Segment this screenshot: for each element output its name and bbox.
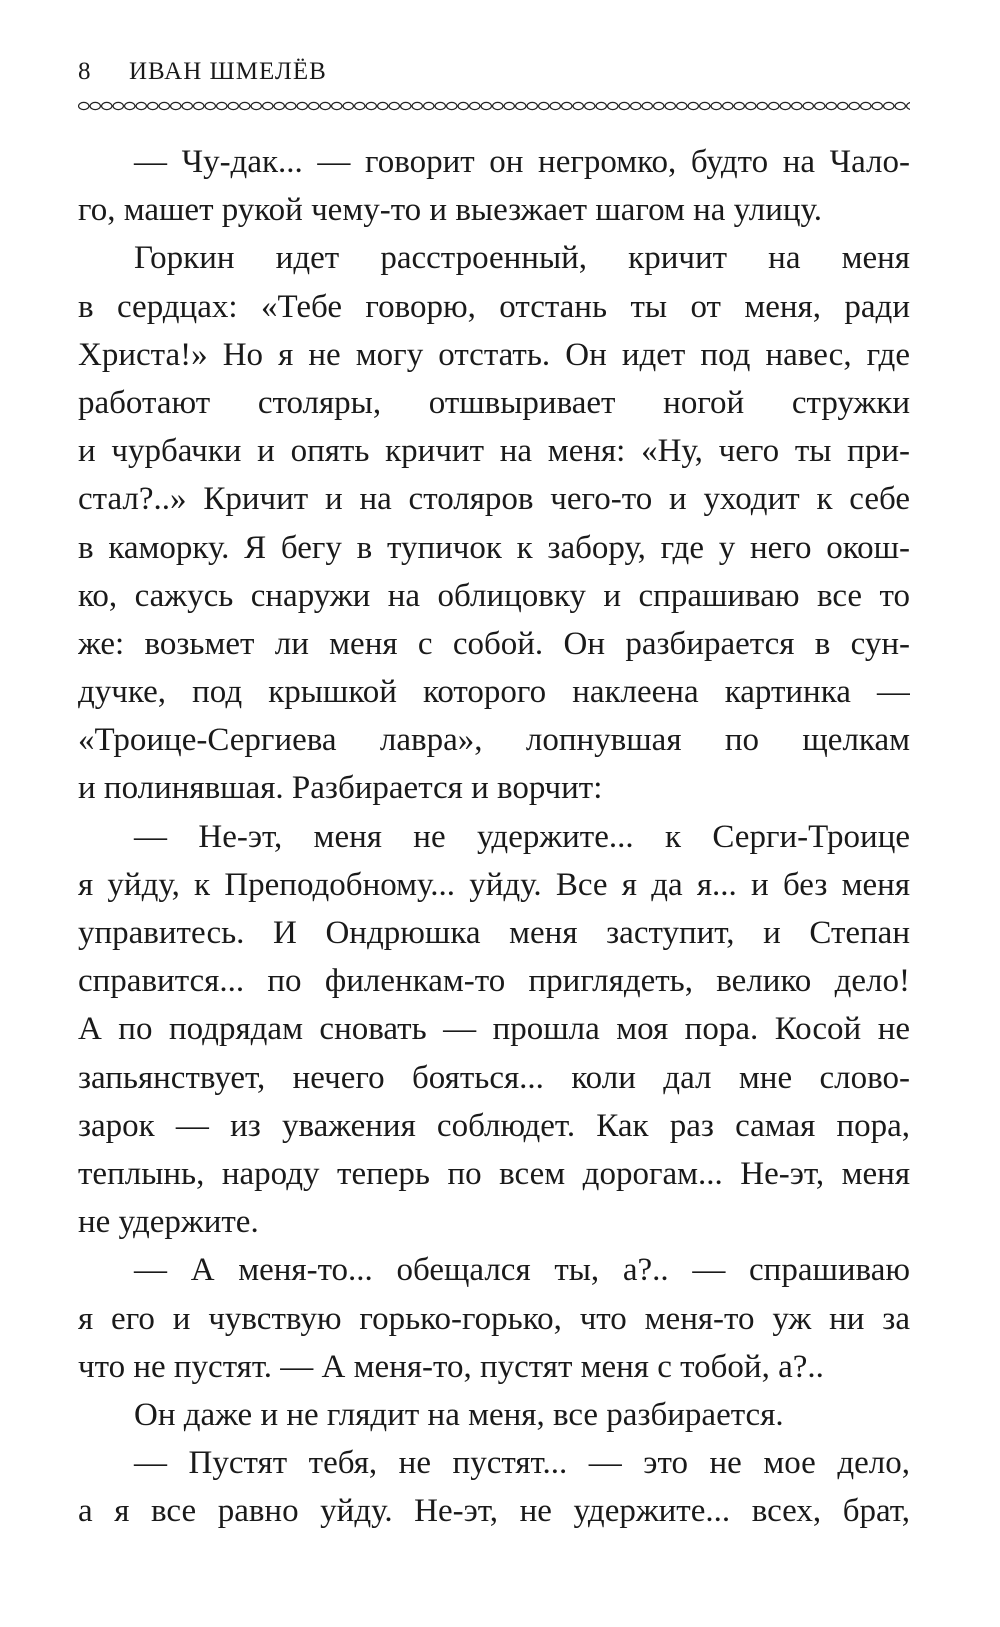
page-number: 8 bbox=[78, 58, 91, 85]
text-line: зарок — из уважения соблюдет. Как раз самая пора, bbox=[78, 1107, 910, 1144]
text-line: — Чу-дак... — говорит он негромко, будто на Чало- bbox=[134, 144, 910, 180]
text-line: — Пустят тебя, не пустят... — это не мое дело, bbox=[134, 1445, 910, 1482]
text-line: А по подрядам сновать — прошла моя пора. Косой не bbox=[78, 1011, 910, 1048]
text-line: — Не-эт, меня не удержите... к Серги-Троице bbox=[134, 818, 910, 855]
text-line: Горкин идет расстроенный, кричит на меня bbox=[134, 240, 910, 277]
text-line: работают столяры, отшвыривает ногой стружки bbox=[78, 384, 910, 421]
text-line: справится... по филенкам-то приглядеть, велико дело! bbox=[78, 963, 910, 1000]
text-line: не удержите. bbox=[78, 1204, 259, 1241]
text-line: теплынь, народу теперь по всем дорогам... Не-эт, меня bbox=[78, 1155, 910, 1192]
text-line: я уйду, к Преподобному... уйду. Все я да я... и без меня bbox=[78, 866, 910, 903]
text-line: а я все равно уйду. Не-эт, не удержите... всех, брат, bbox=[78, 1493, 910, 1530]
text-line: в сердцах: «Тебе говорю, отстань ты от меня, ради bbox=[78, 288, 910, 325]
text-line: го, машет рукой чему-то и выезжает шагом на улицу. bbox=[78, 192, 822, 229]
text-line: что не пустят. — А меня-то, пустят меня с тобой, а?.. bbox=[78, 1348, 824, 1385]
text-line: стал?..» Кричит и на столяров чего-то и уходит к себе bbox=[78, 481, 910, 518]
running-head bbox=[78, 58, 327, 92]
text-line: и чурбачки и опять кричит на меня: «Ну, чего ты при- bbox=[78, 433, 910, 470]
text-line: управитесь. И Ондрюшка меня заступит, и Степан bbox=[78, 915, 910, 951]
ornamental-rule bbox=[78, 100, 910, 112]
text-line: Христа!» Но я не могу отстать. Он идет под навес, где bbox=[78, 336, 910, 373]
text-line: «Троице-Сергиева лавра», лопнувшая по щелкам bbox=[78, 722, 910, 759]
text-line: в каморку. Я бегу в тупичок к забору, где у него окош- bbox=[78, 529, 910, 566]
text-line: запьянствует, нечего бояться... коли дал мне слово- bbox=[78, 1059, 910, 1096]
text-line: и полинявшая. Разбирается и ворчит: bbox=[78, 770, 603, 807]
text-line: — А меня-то... обещался ты, а?.. — спрашиваю bbox=[134, 1252, 910, 1289]
text-line: дучке, под крышкой которого наклеена картинка — bbox=[78, 674, 910, 711]
text-line: ко, сажусь снаружи на облицовку и спрашиваю все то bbox=[78, 577, 910, 614]
body-text bbox=[78, 138, 910, 1535]
author-name: ИВАН ШМЕЛЁВ bbox=[129, 58, 327, 85]
text-line: я его и чувствую горько-горько, что меня-то уж ни за bbox=[78, 1300, 910, 1337]
ornament-chain-icon bbox=[78, 100, 910, 112]
text-line: Он даже и не глядит на меня, все разбирается. bbox=[134, 1396, 784, 1433]
text-line: же: возьмет ли меня с собой. Он разбирается в сун- bbox=[78, 625, 910, 662]
